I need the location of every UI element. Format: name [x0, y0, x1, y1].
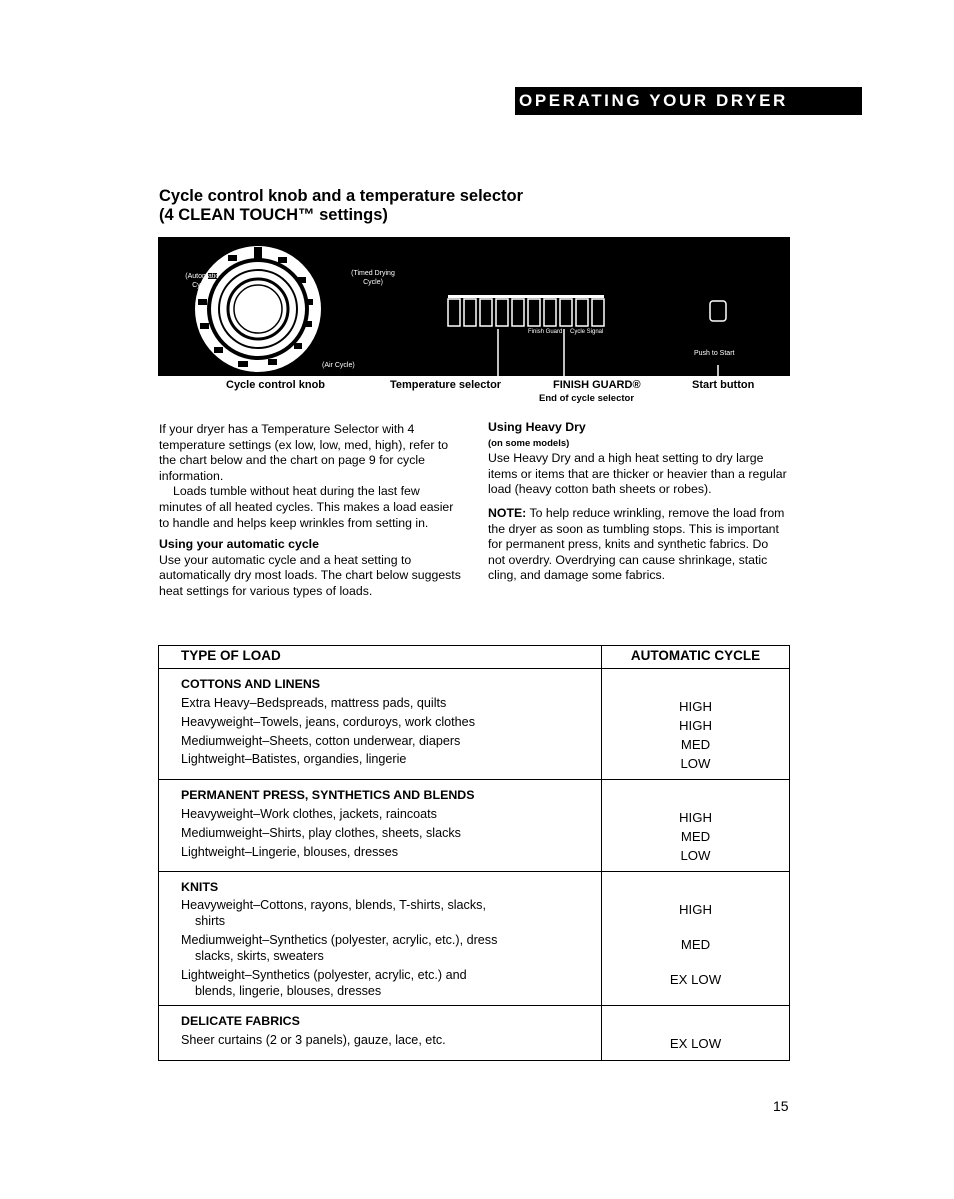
left-paragraph-3: Use your automatic cycle and a heat setting to automatically dry most loads. The chart below suggests heat settings for various types of loads. — [159, 552, 461, 598]
heat-setting: LOW — [680, 756, 711, 771]
cottons-linens-values — [602, 669, 790, 780]
load-item: Sheer curtains (2 or 3 panels), gauze, lace, etc. — [181, 1033, 446, 1047]
group-title: COTTONS AND LINENS — [181, 677, 321, 691]
heat-setting: EX LOW — [669, 972, 722, 987]
load-item — [181, 967, 591, 999]
delicate-fabrics-values — [602, 1006, 790, 1061]
group-title: PERMANENT PRESS, SYNTHETICS AND BLENDS — [181, 788, 475, 802]
load-item-text: Mediumweight–Synthetics (polyester, acrylic, etc.), dress — [181, 933, 498, 947]
left-paragraph-1: If your dryer has a Temperature Selector with 4 temperature settings (ex low, low, med, high), refer to the chart below and the chart on page 9 for cycle information. — [159, 422, 449, 483]
load-item — [181, 897, 591, 929]
table-row — [159, 872, 790, 1006]
knits-cell — [159, 872, 602, 1006]
cycle-signal-label: Cycle Signal — [570, 329, 604, 335]
table-row — [159, 669, 790, 780]
heat-setting: LOW — [680, 848, 711, 863]
table-header-row — [159, 646, 790, 669]
load-item — [181, 932, 591, 964]
load-settings-table — [158, 645, 790, 1061]
heat-setting: MED — [680, 829, 711, 844]
title-line-1: Cycle control knob and a temperature selector — [159, 187, 524, 205]
heat-setting: HIGH — [679, 699, 712, 714]
push-to-start-label: Push to Start — [694, 350, 735, 357]
permanent-press-cell — [159, 780, 602, 872]
title-line-2: (4 CLEAN TOUCH™ settings) — [159, 206, 388, 224]
load-item: Extra Heavy–Bedspreads, mattress pads, quilts — [181, 696, 447, 710]
note-text: To help reduce wrinkling, remove the load from the dryer as soon as tumbling stops. This is important for permanent press, knits and synthetic fabrics. Do not overdry. Overdrying can cause shrinkage, static cling, and damage some fabrics. — [488, 505, 785, 583]
finish-guard-small-label: Finish Guard — [528, 329, 563, 335]
note-paragraph — [488, 506, 788, 584]
timed-cycle-label: (Timed Drying Cycle) — [351, 270, 395, 286]
selector-indicators — [448, 295, 604, 298]
load-item-text: blends, lingerie, blouses, dresses — [195, 984, 382, 998]
load-item: Lightweight–Batistes, organdies, lingerie — [181, 752, 407, 767]
callout-end-of-cycle: End of cycle selector — [539, 393, 635, 404]
heat-setting: HIGH — [679, 810, 712, 825]
permanent-press-values — [602, 780, 790, 872]
heavy-dry-note: (on some models) — [488, 437, 570, 449]
load-item: Heavyweight–Work clothes, jackets, raincoats — [181, 807, 437, 821]
load-item-text: slacks, skirts, sweaters — [195, 949, 324, 963]
automatic-cycle-header: AUTOMATIC CYCLE — [602, 646, 790, 669]
table-row — [159, 1006, 790, 1061]
load-item: Mediumweight–Sheets, cotton underwear, diapers — [181, 733, 461, 748]
callout-lines — [498, 329, 718, 376]
heat-setting: EX LOW — [669, 1036, 722, 1051]
start-button — [710, 301, 726, 321]
left-column — [159, 422, 462, 600]
callout-cycle-control-knob: Cycle control knob — [226, 379, 326, 391]
cottons-linens-cell — [159, 669, 602, 780]
load-item-text: shirts — [195, 914, 226, 928]
group-title: DELICATE FABRICS — [181, 1014, 300, 1028]
left-paragraph-2: Loads tumble without heat during the last few minutes of all heated cycles. This makes a load easier to handle and helps keep wrinkles from setting in. — [159, 484, 454, 530]
load-item: Heavyweight–Towels, jeans, corduroys, work clothes — [181, 714, 475, 729]
heat-setting: HIGH — [679, 902, 712, 917]
group-title: KNITS — [181, 880, 219, 894]
air-cycle-label: (Air Cycle) — [322, 362, 355, 369]
load-item: Mediumweight–Shirts, play clothes, sheets, slacks — [181, 825, 461, 840]
control-panel-illustration — [158, 237, 790, 376]
heavy-dry-subhead: Using Heavy Dry — [488, 420, 586, 434]
page-number: 15 — [773, 1098, 789, 1114]
callout-finish-guard: FINISH GUARD® — [553, 379, 641, 391]
right-paragraph-1: Use Heavy Dry and a high heat setting to dry large items or items that are thicker or heavier than a regular load (heavy cotton bath sheets or robes). — [488, 451, 787, 497]
load-item: Lightweight–Lingerie, blouses, dresses — [181, 844, 399, 859]
note-label: NOTE: — [488, 505, 527, 520]
delicate-fabrics-cell — [159, 1006, 602, 1061]
cycle-control-knob — [195, 246, 321, 372]
right-column — [488, 420, 788, 584]
knits-values — [602, 872, 790, 1006]
selector-buttons — [448, 299, 604, 326]
heat-setting: MED — [680, 737, 711, 752]
automatic-cycle-subhead: Using your automatic cycle — [159, 537, 319, 552]
heat-setting: HIGH — [679, 718, 712, 733]
automatic-cycle-label: (Automatic Cycle) — [185, 273, 219, 289]
load-item-text: Heavyweight–Cottons, rayons, blends, T-shirts, slacks, — [181, 898, 486, 912]
load-item-text: Lightweight–Synthetics (polyester, acrylic, etc.) and — [181, 968, 467, 982]
heat-setting: MED — [680, 937, 711, 952]
section-title — [159, 187, 523, 225]
table-row — [159, 780, 790, 872]
type-of-load-header: TYPE OF LOAD — [159, 646, 602, 669]
section-banner: OPERATING YOUR DRYER — [515, 87, 862, 115]
callout-temperature-selector: Temperature selector — [390, 379, 502, 391]
callout-start-button: Start button — [692, 379, 755, 391]
